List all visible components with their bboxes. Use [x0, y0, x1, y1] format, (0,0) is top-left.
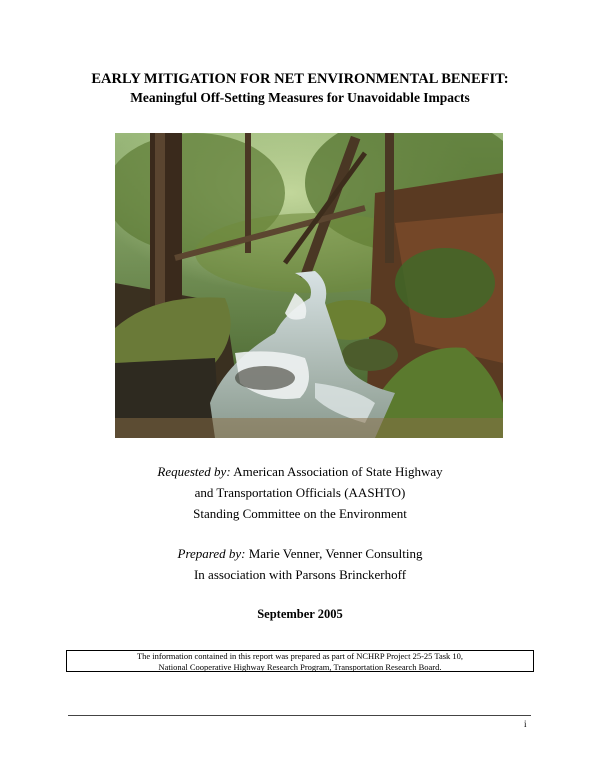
prepared-by-label: Prepared by: [177, 546, 246, 561]
prepared-by-block [0, 543, 600, 585]
requested-line-1 [0, 461, 600, 482]
project-note-box [66, 650, 534, 672]
prepared-line-1 [0, 543, 600, 564]
document-title: EARLY MITIGATION FOR NET ENVIRONMENTAL BENEFIT: [91, 71, 509, 87]
project-note-line-1: The information contained in this report was prepared as part of NCHRP Project 25-25 Task 10, [136, 651, 464, 661]
publication-date: September 2005 [257, 607, 343, 621]
requested-by-block [0, 461, 600, 524]
page-number: i [524, 719, 527, 729]
requested-by-org: American Association of State Highway [233, 464, 443, 479]
footer-rule [68, 715, 531, 716]
prepared-by-author: Marie Venner, Venner Consulting [248, 546, 423, 561]
project-note-line-2: National Cooperative Highway Research Program, Transportation Research Board. [158, 662, 442, 672]
requested-line-3: Standing Committee on the Environment [193, 506, 407, 521]
requested-by-label: Requested by: [157, 464, 231, 479]
prepared-line-2: In association with Parsons Brinckerhoff [193, 567, 407, 582]
cover-photo-stream [115, 133, 503, 438]
document-subtitle: Meaningful Off-Setting Measures for Unavoidable Impacts [130, 90, 470, 105]
requested-line-2: and Transportation Officials (AASHTO) [194, 485, 406, 500]
